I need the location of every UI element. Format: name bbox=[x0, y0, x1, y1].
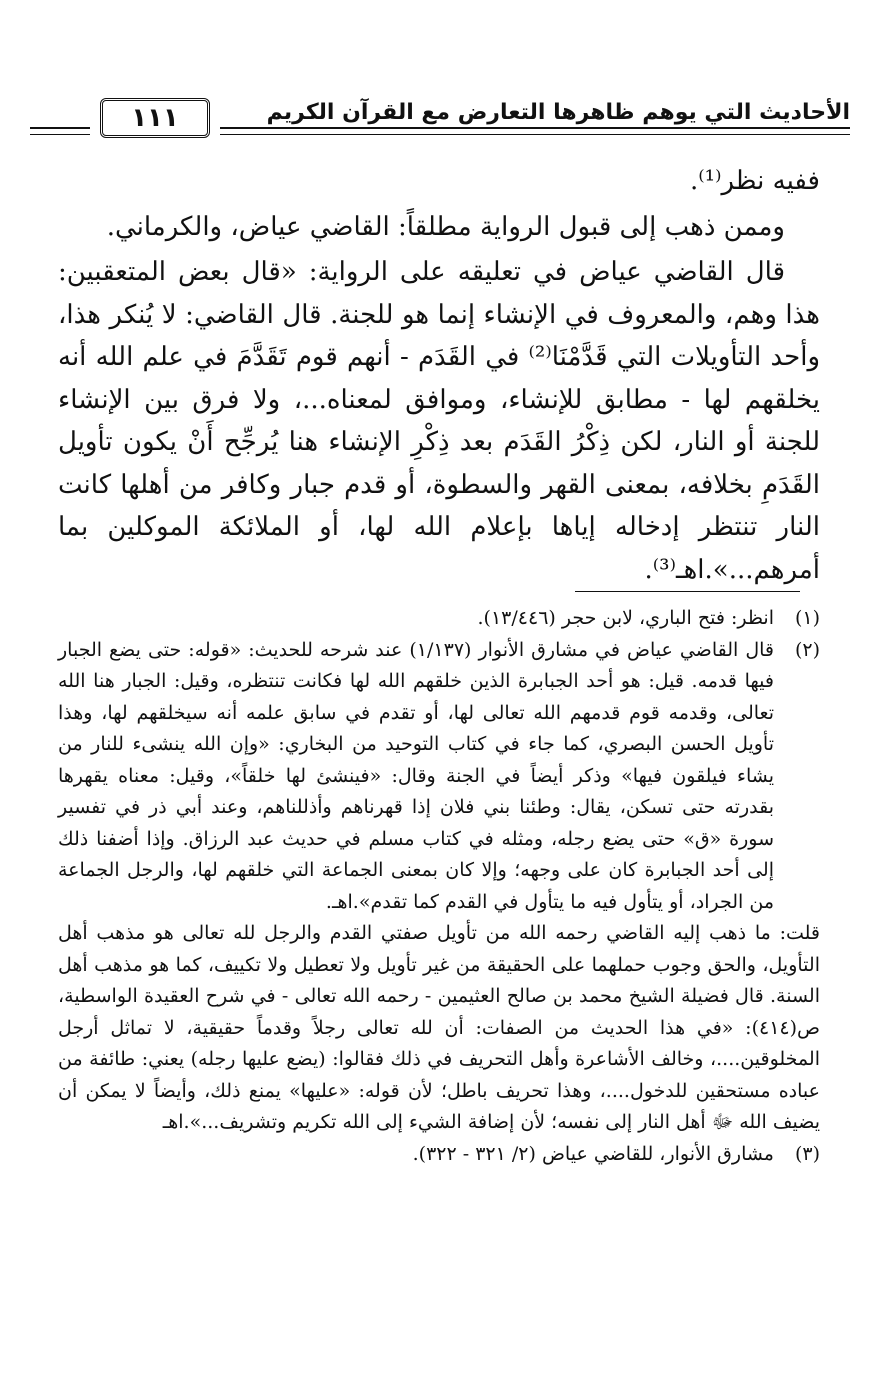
footnotes bbox=[58, 603, 820, 1170]
footnote-number: (١) bbox=[794, 607, 820, 629]
header-rule-left-thin bbox=[30, 134, 90, 135]
paragraph: وممن ذهب إلى قبول الرواية مطلقاً: القاضي عياض، والكرماني. bbox=[106, 211, 785, 242]
footnote-quote: قال القاضي عياض في مشارق الأنوار (١/١٣٧) عند شرحه للحديث: «قوله: حتى يضع الجبار فيها قدمه. قيل: هو أحد الجبابرة الذين خلقهم الله لها فكانت تنتظره، وقيل: الجبار هنا الله تعالى، وقدمه قوم قدمهم الله تعالى لها، أو تقدم في سابق علمه أنه سيخلقهم لها، وهذا تأويل الحسن البصري، كما جاء في كتاب التوحيد من البخاري: «وإن الله ينشىء للنار من يشاء فيلقون فيها» وذكر أيضاً في الجنة وقال: «فينشئ لها خلقاً»، وقيل: معناه يقهرها بقدرته حتى تسكن، يقال: وطئنا بني فلان إذا قهرناهم وأذللناهم، وعند أبي ذر في تفسير سورة «ق» حتى يضع رجله، ومثله في كتاب مسلم في حديث عبد الرزاق. وإذا أضفنا ذلك إلى أحد الجبابرة كان على وجهه؛ وإلا كان بمعنى الجماعة التي خلقهم لها، والرجل الجماعة من الجراد، أو يتأول فيه ما يتأول في القدم كما تقدم».اهـ. bbox=[58, 638, 774, 913]
main-text bbox=[58, 160, 820, 591]
header-rule-right-thin bbox=[220, 134, 850, 135]
footnote-text bbox=[58, 635, 774, 919]
footnote-text: مشارق الأنوار، للقاضي عياض (٢/ ٣٢١ - ٣٢٢). bbox=[412, 1142, 774, 1165]
running-title: الأحاديث التي يوهم ظاهرها التعارض مع القرآن الكريم bbox=[266, 100, 850, 125]
paragraph: ففيه نظر⁽¹⁾. bbox=[689, 166, 820, 196]
header-rule-left bbox=[30, 127, 90, 129]
footnote bbox=[58, 1139, 820, 1171]
footnote-number: (٣) bbox=[794, 1142, 820, 1165]
footnote-number: (٢) bbox=[794, 638, 820, 661]
footnote bbox=[58, 603, 820, 635]
page-header bbox=[30, 96, 850, 150]
footnote-text: انظر: فتح الباري، لابن حجر (١٣/٤٤٦). bbox=[477, 607, 774, 629]
footnote-separator bbox=[575, 591, 800, 592]
footnote-comment: قلت: ما ذهب إليه القاضي رحمه الله من تأويل صفتي القدم والرجل لله تعالى هو مذهب أهل التأويل، والحق وجوب حملهما على الحقيقة من غير تأويل ولا تعطيل ولا تكييف، كما هو مذهب أهل السنة. قال فضيلة الشيخ محمد بن صالح العثيمين - رحمه الله تعالى - في شرح العقيدة الواسطية، ص(٤١٤): «في هذا الحديث من الصفات: أن لله تعالى رجلاً وقدماً حقيقية، لا تماثل أرجل المخلوقين....، وخالف الأشاعرة وأهل التحريف في ذلك فقالوا: (يضع عليها رجله) يعني: طائفة من عباده مستحقين للدخول....، وهذا تحريف باطل؛ لأن قوله: «عليها» يمنع ذلك، وأيضاً لا يمكن أن يضيف الله ﷻ أهل النار إلى نفسه؛ لأن إضافة الشيء إلى الله تكريم وتشريف...».اهـ bbox=[58, 922, 820, 1133]
page-number: ١١١ bbox=[100, 98, 210, 138]
paragraph: قال القاضي عياض في تعليقه على الرواية: «قال بعض المتعقبين: هذا وهم، والمعروف في الإنشاء إنما هو للجنة. قال القاضي: لا يُنكر هذا، وأحد التأويلات التي قَدَّمْنَا⁽²⁾ في القَدَم - أنهم قوم تَقَدَّمَ في علم الله أنه يخلقهم لها - مطابق للإنشاء، وموافق لمعناه...، ولا فرق بين الإنشاء للجنة أو النار، لكن ذِكْرُ القَدَم بعد ذِكْرِ الإنشاء هنا يُرجِّح أَنْ يكون تأويل القَدَمِ بخلافه، بمعنى القهر والسطوة، أو قدم جبار وكافر من أهلها كانت النار تنتظر إدخاله إياها بإعلام الله لها، أو الملائكة الموكلين بما أمرهم...».اهـ⁽³⁾. bbox=[58, 257, 820, 585]
footnote bbox=[58, 635, 820, 919]
